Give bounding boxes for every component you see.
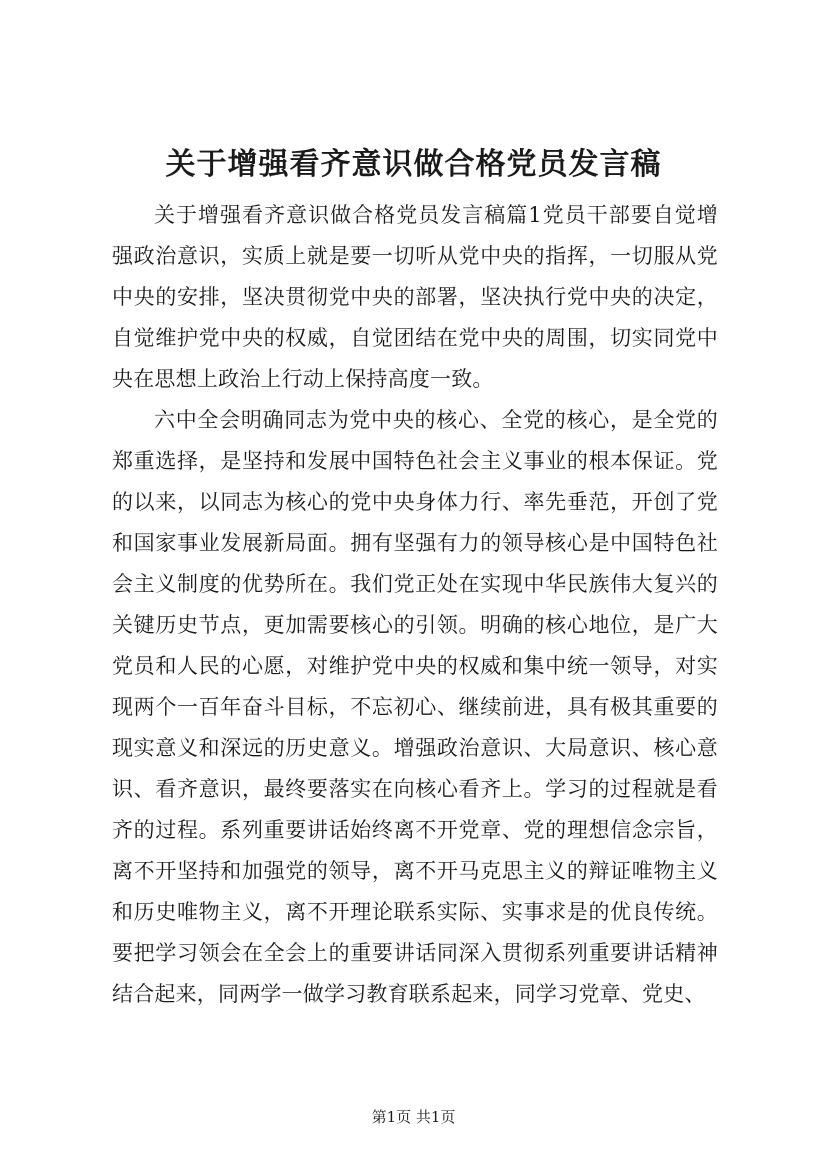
document-title: 关于增强看齐意识做合格党员发言稿 (165, 147, 662, 182)
paragraph-2: 六中全会明确同志为党中央的核心、全党的核心，是全党的郑重选择，是坚持和发展中国特色社会主义事业的根本保证。党的以来，以同志为核心的党中央身体力行、率先垂范，开创了党和国家事业发展新局面。拥有坚强有力的领导核心是中国特色社会主义制度的优势所在。我们党正处在实现中华民族伟大复兴的关键历史节点，更加需要核心的引领。明确的核心地位，是广大党员和人民的心愿，对维护党中央的权威和集中统一领导，对实现两个一百年奋斗目标，不忘初心、继续前进，具有极其重要的现实意义和深远的历史意义。增强政治意识、大局意识、核心意识、看齐意识，最终要落实在向核心看齐上。学习的过程就是看齐的过程。系列重要讲话始终离不开党章、党的理想信念宗旨，离不开坚持和加强党的领导，离不开马克思主义的辩证唯物主义和历史唯物主义，离不开理论联系实际、实事求是的优良传统。要把学习领会在全会上的重要讲话同深入贯彻系列重要讲话精神结合起来，同两学一做学习教育联系起来，同学习党章、党史、 (112, 408, 718, 1006)
document-body (112, 195, 718, 1015)
page-number-footer: 第1页 共1页 (371, 1108, 456, 1126)
paragraph-1: 关于增强看齐意识做合格党员发言稿篇1党员干部要自觉增强政治意识，实质上就是要一切听从党中央的指挥，一切服从党中央的安排，坚决贯彻党中央的部署，坚决执行党中央的决定，自觉维护党中央的权威，自觉团结在党中央的周围，切实同党中央在思想上政治上行动上保持高度一致。 (112, 203, 718, 391)
